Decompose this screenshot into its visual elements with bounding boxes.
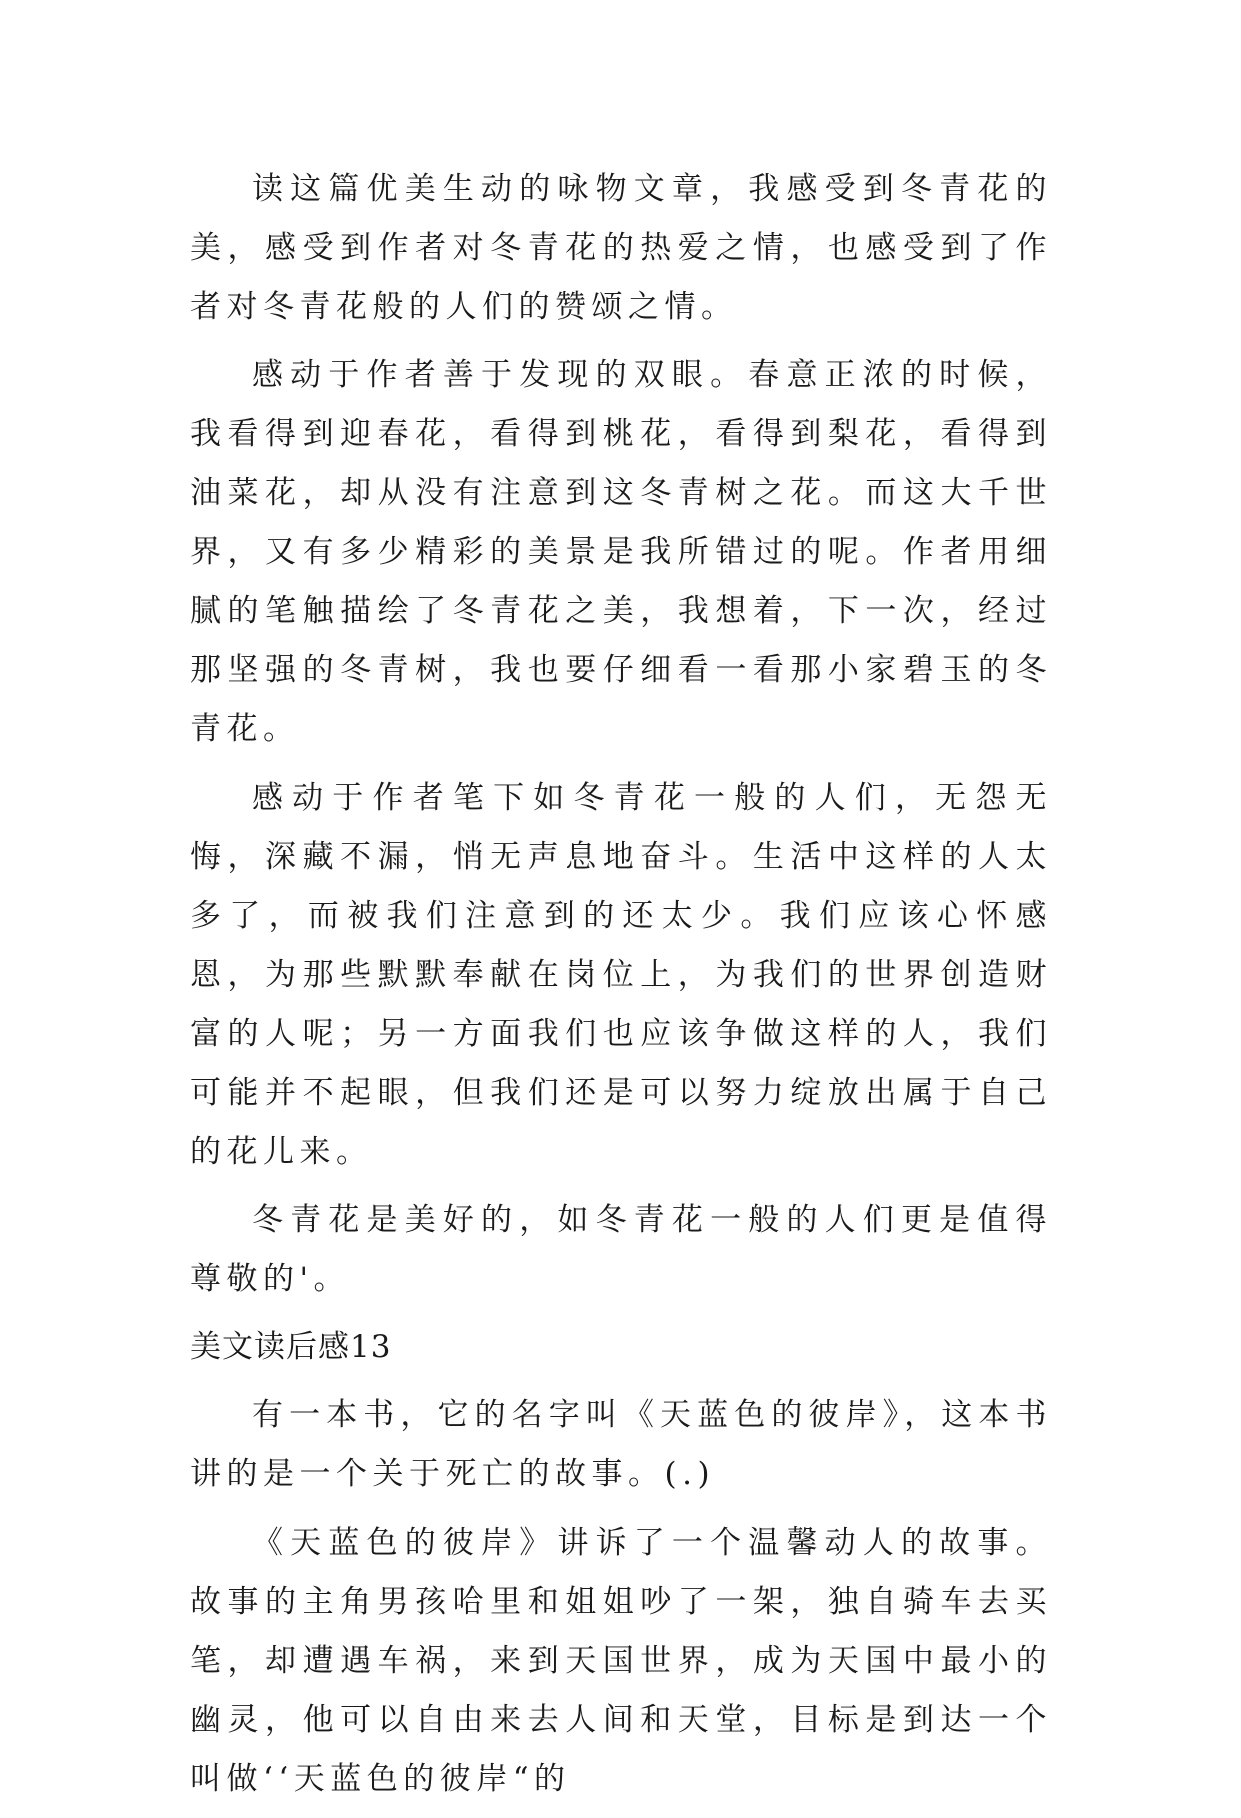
section-heading: 美文读后感13 (190, 1329, 392, 1366)
paragraph-3: 感动于作者笔下如冬青花一般的人们，无怨无悔，深藏不漏，悄无声息地奋斗。生活中这样的人太多了，而被我们注意到的还太少。我们应该心怀感恩，为那些默默奉献在岗位上，为我们的世界创造财富的人呢；另一方面我们也应该争做这样的人，我们可能并不起眼，但我们还是可以努力绽放出属于自己的花儿来。 (190, 779, 1052, 1170)
paragraph-1: 读这篇优美生动的咏物文章，我感受到冬青花的美，感受到作者对冬青花的热爱之情，也感受到了作者对冬青花般的人们的赞颂之情。 (190, 171, 1052, 325)
document-page (190, 160, 1052, 1818)
paragraph-4: 冬青花是美好的，如冬青花一般的人们更是值得尊敬的'。 (190, 1201, 1052, 1297)
paragraph-2: 感动于作者善于发现的双眼。春意正浓的时候，我看得到迎春花，看得到桃花，看得到梨花，看得到油菜花，却从没有注意到这冬青树之花。而这大千世界，又有多少精彩的美景是我所错过的呢。作者用细腻的笔触描绘了冬青花之美，我想着，下一次，经过那坚强的冬青树，我也要仔细看一看那小家碧玉的冬青花。 (190, 357, 1052, 748)
paragraph-6: 《天蓝色的彼岸》讲诉了一个温馨动人的故事。故事的主角男孩哈里和姐姐吵了一架，独自骑车去买笔，却遭遇车祸，来到天国世界，成为天国中最小的幽灵，他可以自由来去人间和天堂，目标是到达一个叫做‘‘天蓝色的彼岸“的 (190, 1524, 1052, 1797)
paragraph-5: 有一本书，它的名字叫《天蓝色的彼岸》，这本书讲的是一个关于死亡的故事。(.) (190, 1397, 1052, 1493)
